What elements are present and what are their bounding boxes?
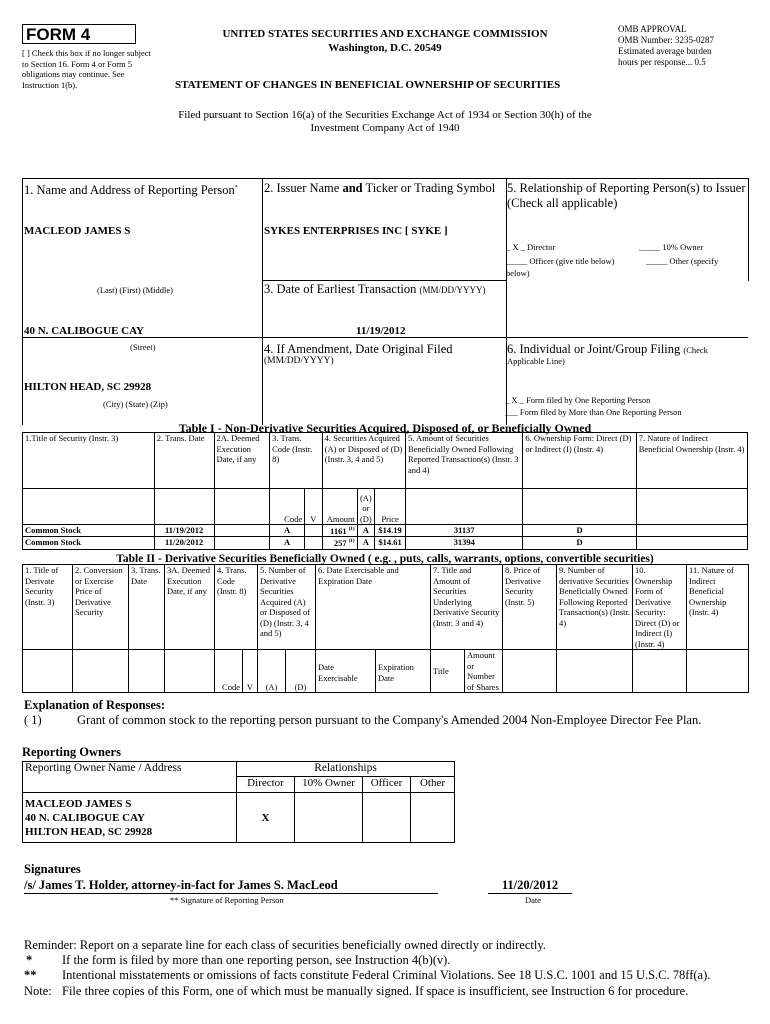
t1-sub-code: Code (270, 489, 305, 525)
t1-sub-price: Price (375, 489, 406, 525)
box5-sub: (Check all applicable) (507, 196, 618, 210)
signature-caption: ** Signature of Reporting Person (170, 895, 284, 905)
note-label: Note: (24, 984, 52, 998)
filed-pursuant-line1: Filed pursuant to Section 16(a) of the Securities Exchange Act of 1934 or Section 30(h) of the (178, 109, 592, 121)
t1-h7: 6. Ownership Form: Direct (D) or Indirect (I) (Instr. 4) (523, 433, 636, 489)
t2-h7: 6. Date Exercisable and Expiration Date (316, 565, 431, 650)
ten-pct-header: 10% Owner (295, 777, 363, 793)
other-header: Other (411, 777, 455, 793)
reminder-text: Reminder: Report on a separate line for each class of securities beneficially owned directly or indirectly. (24, 938, 546, 952)
box4-format: (MM/DD/YYYY) (264, 356, 334, 366)
officer-checkbox: _____ Officer (give title below) (506, 256, 615, 266)
t2-sub-date-ex: Date Exercisable (316, 650, 376, 693)
omb-approval-block: OMB APPROVAL OMB Number: 3235-0287 Estimated average burden hours per response... 0.5 (618, 24, 714, 67)
t2-sub-a: (A) (258, 650, 286, 693)
table1-title: Table I - Non-Derivative Securities Acquired, Disposed of, or Beneficially Owned (178, 421, 592, 435)
table1 (22, 432, 748, 550)
multiple-persons-option: ___ Form filed by More than One Reporting Person (505, 407, 682, 417)
t2-sub-v: V (243, 650, 258, 693)
t2-h10: 9. Number of derivative Securities Beneficially Owned Following Reported Transaction(s) (Instr. 4) (557, 565, 633, 650)
city-caption: (City) (State) (Zip) (103, 399, 168, 409)
box2-label: 2. Issuer Name and Ticker or Trading Symbol (264, 181, 496, 195)
t2-h12: 11. Nature of Indirect Beneficial Ownership (Instr. 4) (687, 565, 749, 650)
signature-line: /s/ James T. Holder, attorney-in-fact for James S. MacLeod (24, 878, 438, 894)
t2-h8: 7. Title and Amount of Securities Underlying Derivative Security (Instr. 3 and 4) (431, 565, 503, 650)
table-row: Common Stock 11/20/2012 A 257 $^{(1)}$ A $14.61 31394 D (23, 537, 748, 549)
t2-h11: 10. Ownership Form of Derivative Security: Direct (D) or Indirect (I) (Instr. 4) (633, 565, 687, 650)
t1-h2: 2. Trans. Date (154, 433, 214, 489)
t2-h3: 3. Trans. Date (129, 565, 165, 650)
date-caption: Date (525, 895, 542, 905)
officer-header: Officer (363, 777, 411, 793)
t1-sub-amount: Amount (322, 489, 357, 525)
t2-sub-d: (D) (286, 650, 316, 693)
one-person-option: _ X _ Form filed by One Reporting Person (505, 395, 651, 405)
street-caption: (Street) (130, 342, 156, 352)
reporting-person-name: MACLEOD JAMES S (24, 225, 131, 237)
t2-h2: 2. Conversion or Exercise Price of Derivative Security (73, 565, 129, 650)
earliest-transaction-date: 11/19/2012 (356, 325, 406, 337)
star1-text: If the form is filed by more than one reporting person, see Instruction 4(b)(v). (62, 953, 451, 967)
t1-sub-v: V (305, 489, 323, 525)
director-checkbox: _ X _ Director (506, 242, 556, 252)
box4-label: 4. If Amendment, Date Original Filed (264, 342, 453, 356)
t1-h5: 4. Securities Acquired (A) or Disposed of (D) (Instr. 3, 4 and 5) (322, 433, 405, 489)
agency-name: UNITED STATES SECURITIES AND EXCHANGE COMMISSION (222, 28, 548, 40)
statement-title: STATEMENT OF CHANGES IN BENEFICIAL OWNERSHIP OF SECURITIES (175, 79, 561, 91)
agency-location: Washington, D.C. 20549 (328, 42, 442, 54)
explanation-heading: Explanation of Responses: (24, 698, 165, 712)
t2-h4: 3A. Deemed Execution Date, if any (165, 565, 215, 650)
star2-text: Intentional misstatements or omissions of facts constitute Federal Criminal Violations. See 18 U.S.C. 1001 and 15 U.S.C. 78ff(a). (62, 968, 711, 982)
owner-name-header: Reporting Owner Name / Address (23, 762, 237, 793)
box1-label: 1. Name and Address of Reporting Person* (24, 183, 238, 198)
owners-heading: Reporting Owners (22, 745, 121, 759)
t1-h4: 3. Trans. Code (Instr. 8) (270, 433, 323, 489)
table-row: Common Stock 11/19/2012 A 1161 $^{(1)}$ A $14.19 31137 D (23, 525, 748, 537)
name-caption: (Last) (First) (Middle) (97, 285, 174, 295)
t1-h1: 1.Title of Security (Instr. 3) (23, 433, 155, 489)
t2-sub-title: Title (431, 650, 465, 693)
director-header: Director (237, 777, 295, 793)
note-text: File three copies of this Form, one of which must be manually signed. If space is insufficient, see Instruction 6 for procedure. (62, 984, 689, 998)
t1-h6: 5. Amount of Securities Beneficially Owned Following Reported Transaction(s) (Instr. 3 and 4) (406, 433, 523, 489)
t2-sub-code: Code (215, 650, 243, 693)
form-title: FORM 4 (22, 24, 136, 44)
explanation-number: ( 1) (24, 713, 42, 727)
star2-mark: ** (24, 968, 37, 982)
t1-sub-aord: (A) or (D) (357, 489, 375, 525)
t1-h3: 2A. Deemed Execution Date, if any (214, 433, 270, 489)
other-checkbox: _____ Other (specify (646, 256, 719, 266)
filed-pursuant-line2: Investment Company Act of 1940 (310, 122, 460, 134)
box3-label: 3. Date of Earliest Transaction (MM/DD/YYYY) (264, 282, 486, 296)
box6-label: 6. Individual or Joint/Group Filing (Check (507, 342, 708, 356)
table2-title: Table II - Derivative Securities Beneficially Owned ( e.g. , puts, calls, warrants, options, convertible securities) (116, 553, 654, 565)
table2 (22, 564, 749, 693)
reporting-person-city: HILTON HEAD, SC 29928 (24, 381, 152, 393)
t1-h8: 7. Nature of Indirect Beneficial Ownership (Instr. 4) (636, 433, 747, 489)
box5-label: 5. Relationship of Reporting Person(s) to Issuer (507, 181, 746, 195)
box6-applicable: Applicable Line) (507, 356, 565, 366)
t2-h6: 5. Number of Derivative Securities Acquired (A) or Disposed of (D) (Instr. 3, 4 and 5) (258, 565, 316, 650)
t2-sub-amount: Amount or Number of Shares (465, 650, 503, 693)
t2-h1: 1. Title of Derivate Security (Instr. 3) (23, 565, 73, 650)
check-box-note: [ ] Check this box if no longer subject to Section 16. Form 4 or Form 5 obligations may continue. See Instruction 1(b). (22, 48, 151, 90)
director-mark: X (237, 793, 295, 843)
ten-pct-owner-checkbox: _____ 10% Owner (639, 242, 704, 252)
star1-mark: * (26, 953, 33, 967)
t2-h9: 8. Price of Derivative Security (Instr. 5) (503, 565, 557, 650)
explanation-text: Grant of common stock to the reporting person pursuant to the Company's Amended 2004 Non-Employee Director Fee Plan. (77, 713, 702, 727)
below-text: below) (506, 268, 530, 278)
t2-sub-exp: Expiration Date (376, 650, 431, 693)
relationships-header: Relationships (237, 762, 455, 777)
t2-h5: 4. Trans. Code (Instr. 8) (215, 565, 258, 650)
reporting-owners-table (22, 761, 455, 843)
issuer-name: SYKES ENTERPRISES INC [ SYKE ] (264, 225, 448, 237)
reporting-person-street: 40 N. CALIBOGUE CAY (24, 325, 145, 337)
table-row: MACLEOD JAMES S 40 N. CALIBOGUE CAY HILTON HEAD, SC 29928 X (23, 793, 455, 843)
signatures-heading: Signatures (24, 862, 81, 876)
signature-date: 11/20/2012 (488, 878, 572, 894)
